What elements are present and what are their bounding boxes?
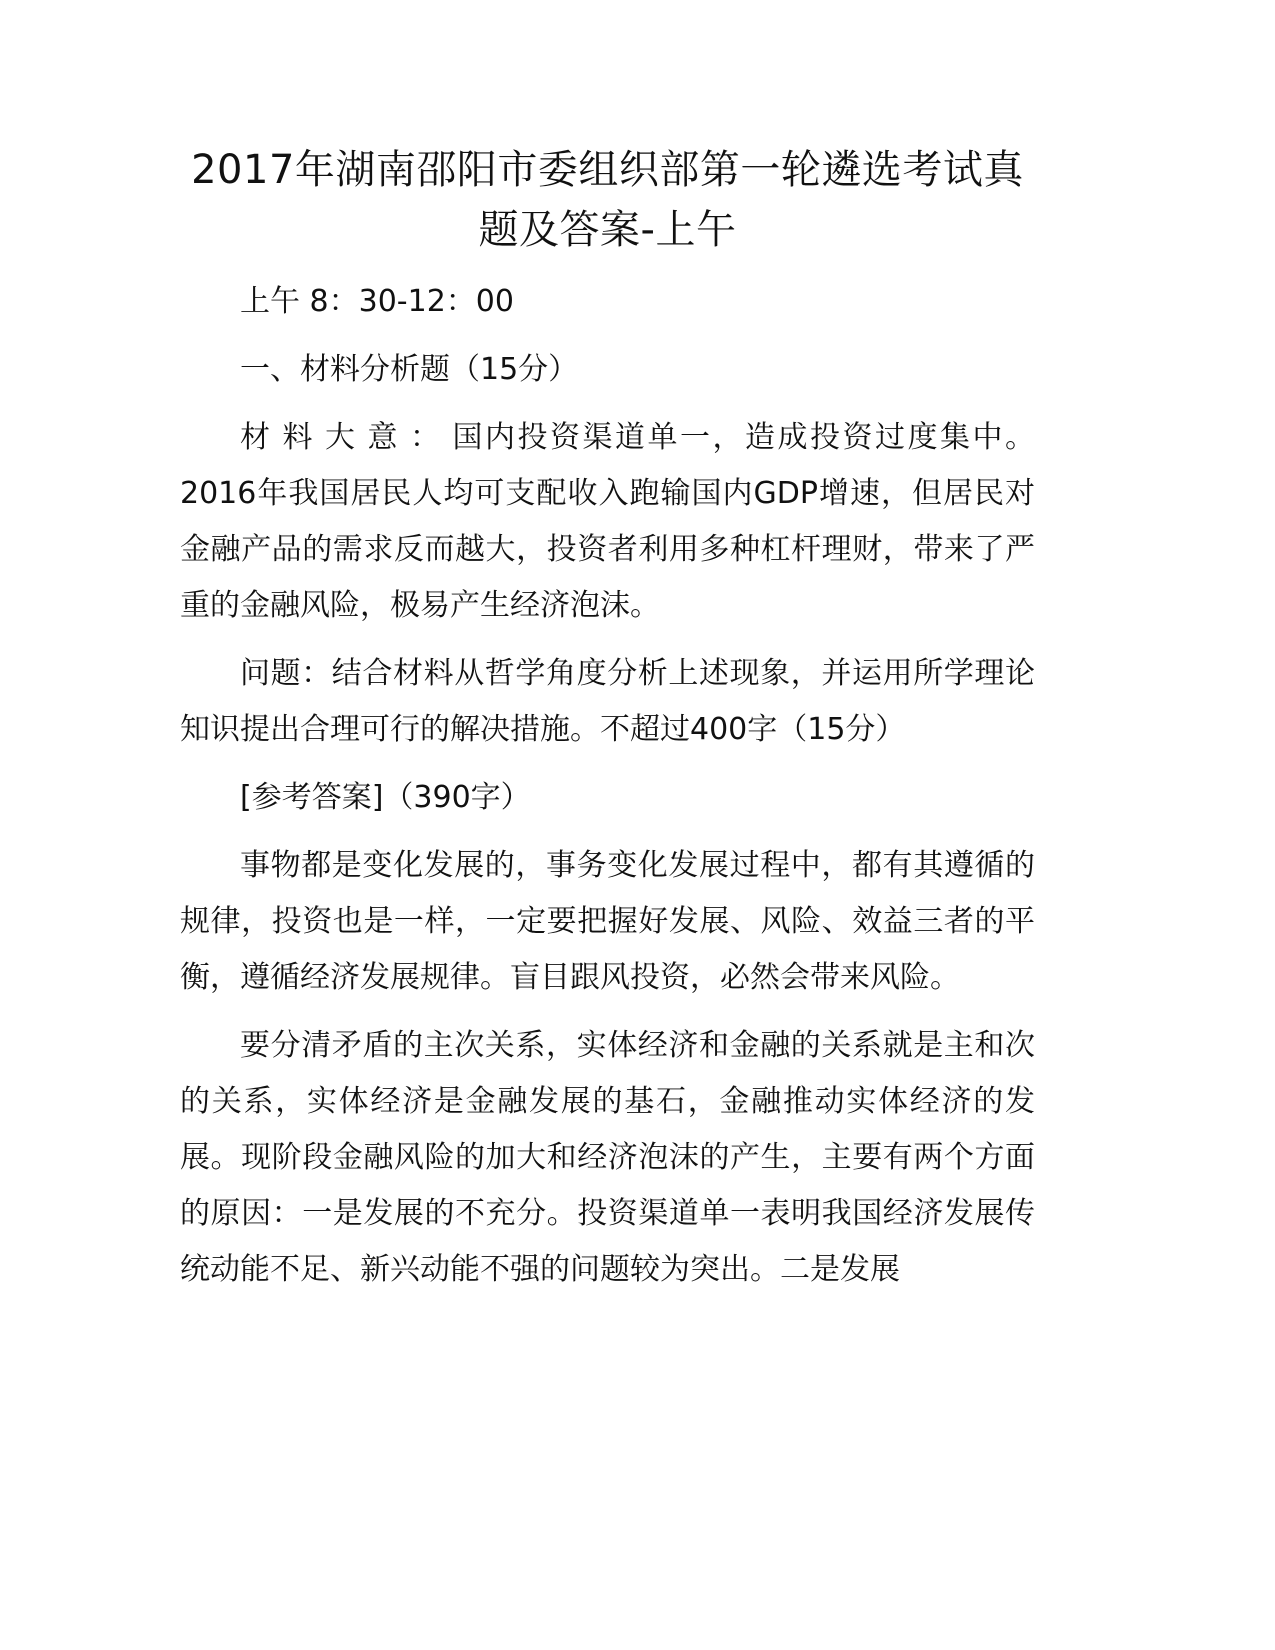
question-paragraph: 问题：结合材料从哲学角度分析上述现象，并运用所学理论知识提出合理可行的解决措施。不超过400字（15分） [180, 656, 1035, 747]
document-page [180, 140, 1035, 1310]
answer-paragraph-2: 要分清矛盾的主次关系，实体经济和金融的关系就是主和次的关系，实体经济是金融发展的基石，金融推动实体经济的发展。现阶段金融风险的加大和经济泡沫的产生，主要有两个方面的原因：一是发展的不充分。投资渠道单一表明我国经济发展传统动能不足、新兴动能不强的问题较为突出。二是发展 [180, 1028, 1035, 1287]
exam-time: 上午 8：30-12：00 [240, 284, 514, 319]
document-title: 2017年湖南邵阳市委组织部第一轮遴选考试真题及答案-上午 [191, 147, 1024, 253]
material-text: 国内投资渠道单一，造成投资过度集中。2016年我国居民人均可支配收入跑输国内GDP增速，但居民对金融产品的需求反而越大，投资者利用多种杠杆理财，带来了严重的金融风险，极易产生经济泡沫。 [180, 420, 1035, 623]
material-paragraph [180, 410, 1035, 634]
answer-paragraph-1: 事物都是变化发展的，事务变化发展过程中，都有其遵循的规律，投资也是一样，一定要把握好发展、风险、效益三者的平衡，遵循经济发展规律。盲目跟风投资，必然会带来风险。 [180, 848, 1035, 995]
answer-heading: [参考答案]（390字） [240, 780, 531, 815]
section-heading: 一、材料分析题（15分） [240, 352, 579, 387]
material-label: 材料大意： [240, 420, 453, 455]
